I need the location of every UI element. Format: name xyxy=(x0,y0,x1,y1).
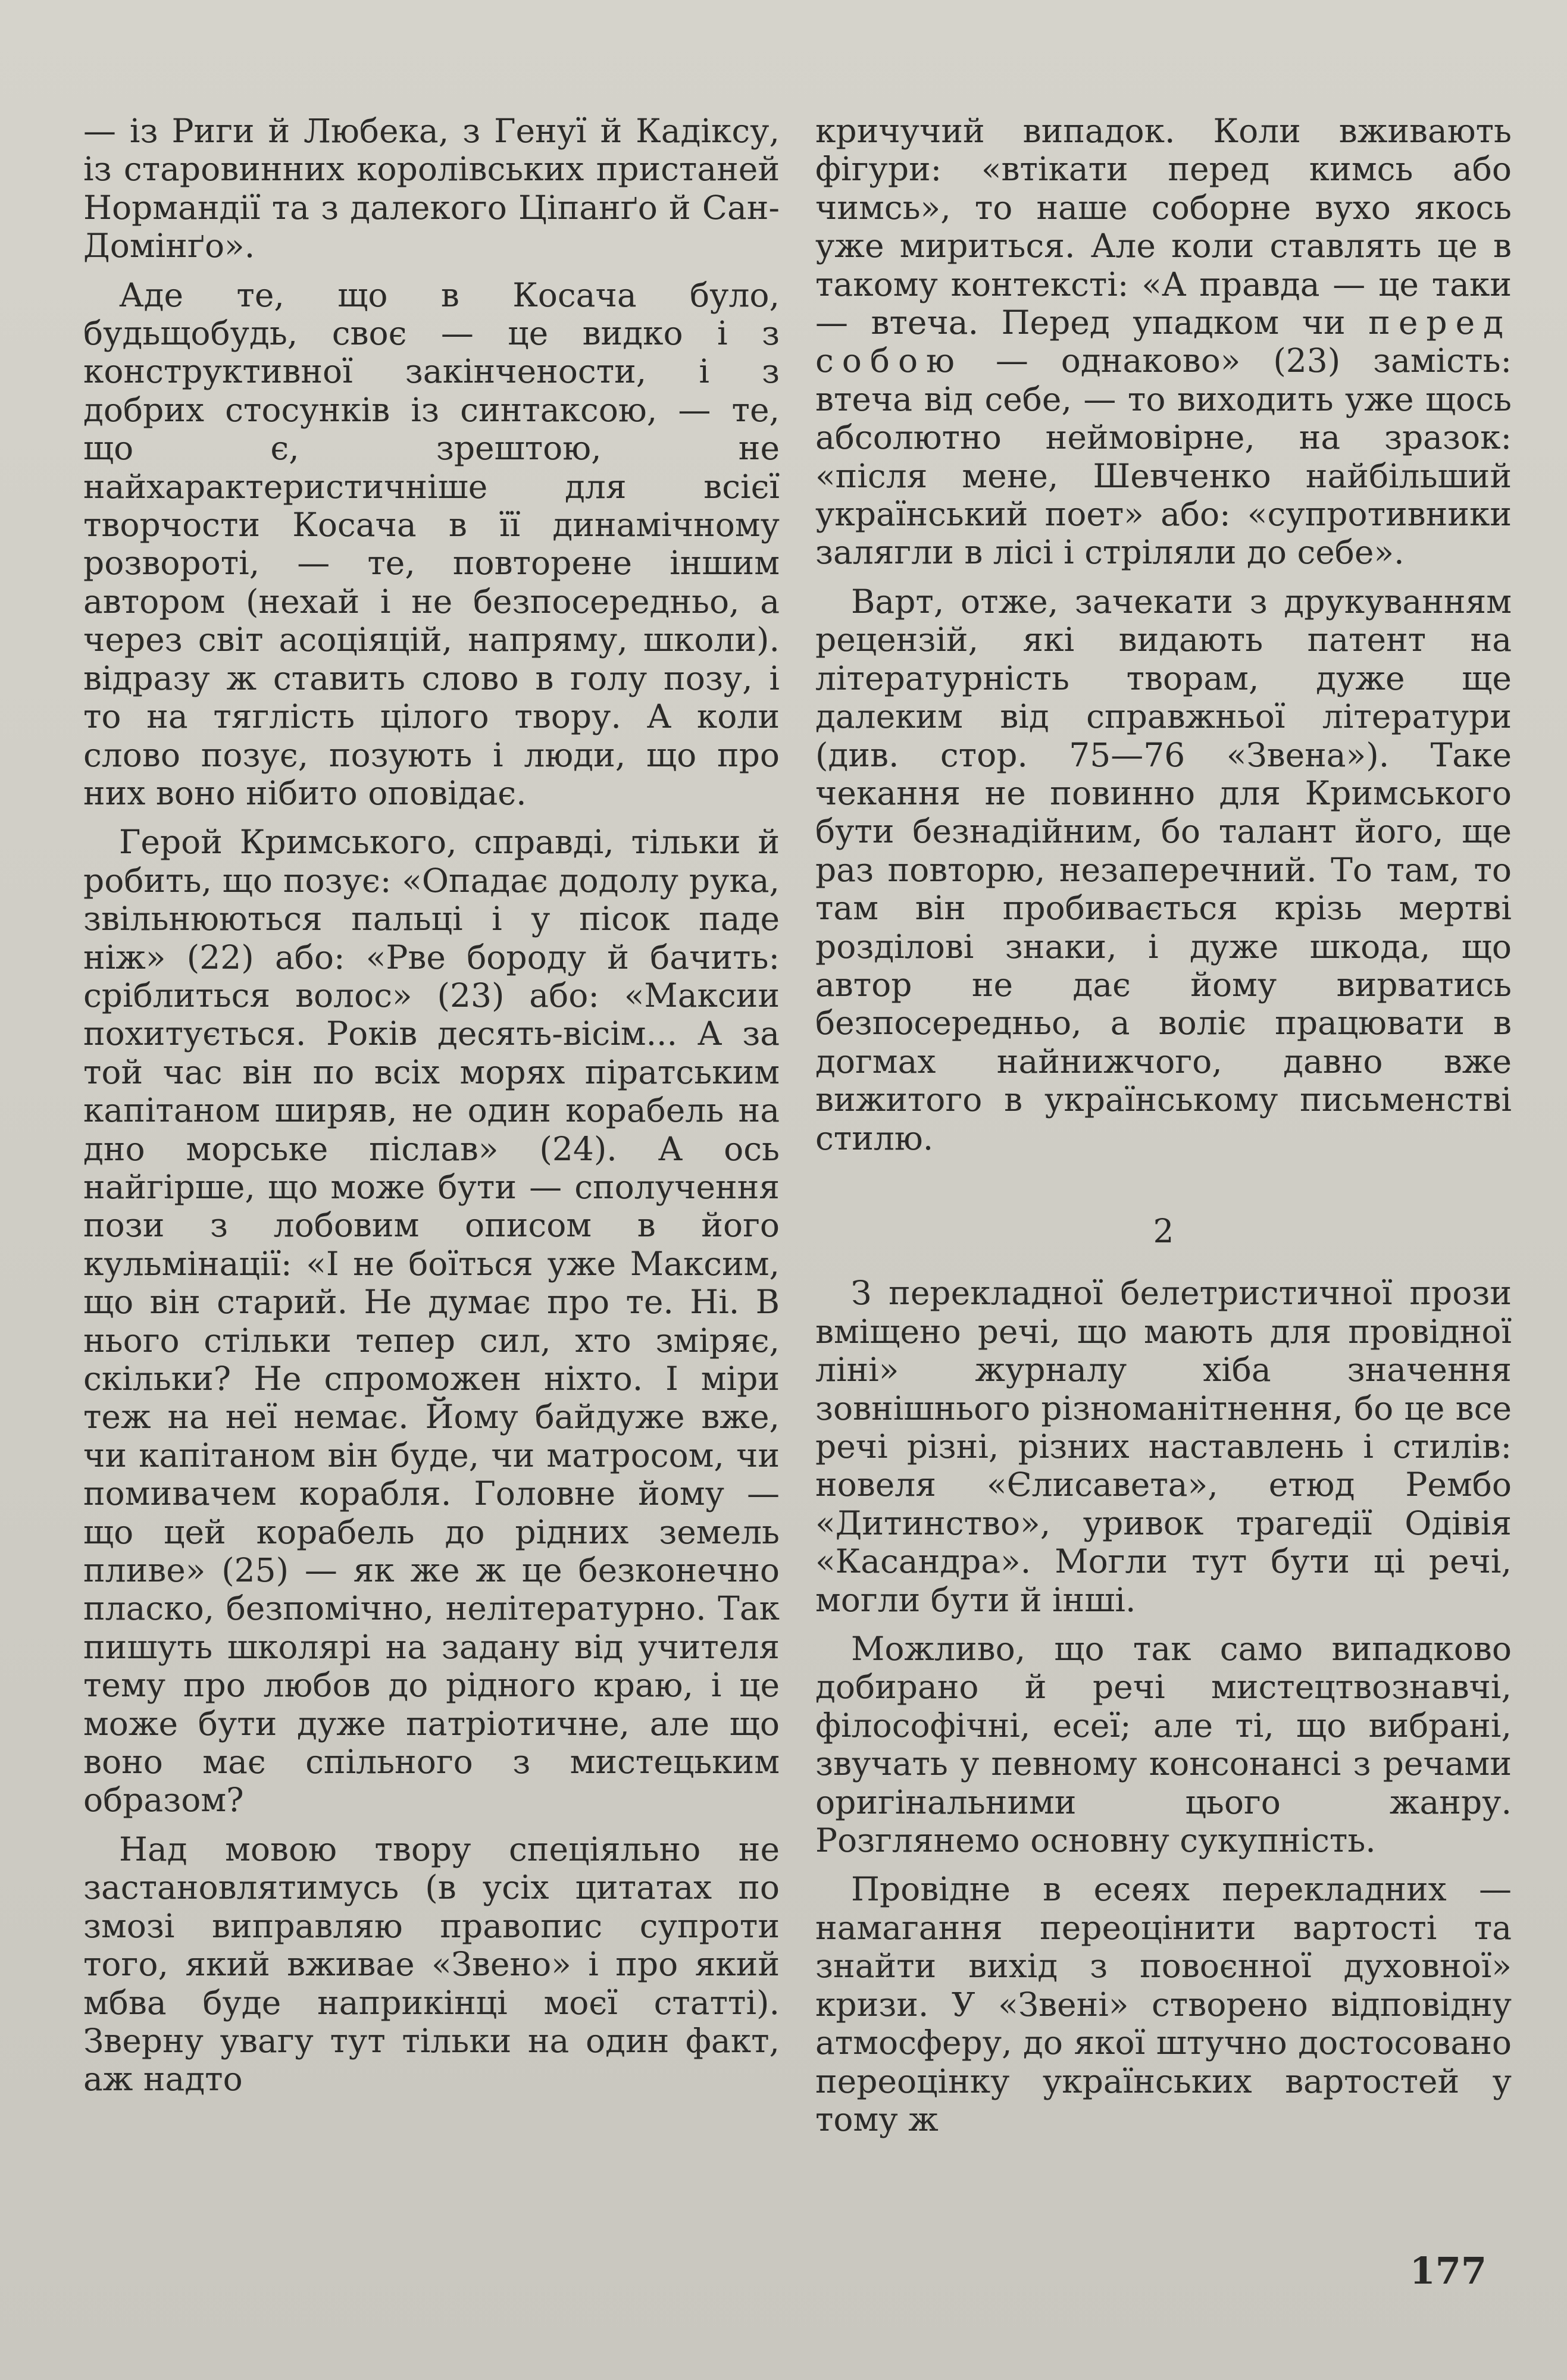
section-number: 2 xyxy=(1153,1211,1174,1250)
right-column xyxy=(815,112,1512,2149)
paragraph: З перекладної белетристичної прози вміщено речі, що мають для провідної ліні» журналу хіба значення зовнішнього різноманітнення, бо це все речі різні, різних наставлень і стилів: новеля «Єлисавета», етюд Рембо «Дитинство», уривок трагедії Одівія «Касандра». Могли тут бути ці речі, могли бути й інші. xyxy=(815,1274,1512,1619)
text-run: — однаково» (23) замість: втеча від себе, — то виходить уже щось абсолютно неймовірне, на зразок: «після мене, Шевченко найбільший український поет» або: «супротивники залягли в лісі і стріляли до себе». xyxy=(815,342,1512,572)
paragraph: — із Риги й Любека, з Генуї й Кадіксу, із старовинних королівських пристаней Нормандії та з далекого Ціпанґо й Сан-Домінґо». xyxy=(83,112,780,265)
paragraph: Можливо, що так само випадково добирано й речі мистецтвознавчі, філософічні, есеї; але ті, що вибрані, звучать у певному консонансі з речами оригінальними цього жанру. Розглянемо основну сукупність. xyxy=(815,1630,1512,1860)
paragraph: Провідне в есеях перекладних — намагання переоцінити вартості та знайти вихід з повоєнної духовної» кризи. У «Звені» створено відповідну атмосферу, до якої штучно достосовано переоцінку українських вартостей у тому ж xyxy=(815,1870,1512,2138)
paragraph: Герой Кримського, справді, тільки й робить, що позує: «Опадає додолу рука, звільнюються пальці і у пісок паде ніж» (22) або: «Рве бороду й бачить: сріблиться волос» (23) або: «Максии похитується. Років десять-вісім... А за той час він по всіх морях піратським капітаном ширяв, не один корабель на дно морське післав» (24). А ось найгірше, що може бути — сполучення пози з лобовим описом в його кульмінації: «І не боїться уже Максим, що він старий. Не думає про те. Ні. В нього стільки тепер сил, хто зміряє, скільки? Не спроможен ніхто. І міри теж на неї немає. Йому байдуже вже, чи капітаном він буде, чи матросом, чи помивачем корабля. Головне йому — що цей корабель до рідних земель пливе» (25) — як же ж це безконечно пласко, безпомічно, нелітературно. Так пишуть школярі на задану від учителя тему про любов до рідного краю, і це може бути дуже патріотичне, але що воно має спільного з мистецьким образом? xyxy=(83,823,780,1820)
text-run: кричучий випадок. Коли вживають фігури: «втікати перед кимсь або чимсь», то наше соборне вухо якось уже мириться. Але коли ставлять це в такому контексті: «А правда — це таки — втеча. Перед упадком чи xyxy=(815,112,1512,342)
paragraph: Над мовою твору спеціяльно не застановлятимусь (в усіх цитатах по змозі виправляю правопис супроти того, який вживае «Звено» і про який мбва буде наприкінці моєї статті). Зверну увагу тут тільки на один факт, аж надто xyxy=(83,1830,780,2099)
left-column xyxy=(83,112,780,2109)
paragraph: Аде те, що в Косача було, будьщобудь, своє — це видко і з конструктивної закінчености, і з добрих стосунків із синтаксою, — те, що є, зрештою, не найхарактеристичніше для всієї творчости Косача в її динамічному розвороті, — те, повторене іншим автором (нехай і не безпосередньо, а через світ асоціяцій, напряму, школи). відразу ж ставить слово в голу позу, і то на тяглість цілого твору. А коли слово позує, позують і люди, що про них воно нібито оповідає. xyxy=(83,275,780,812)
paragraph: Варт, отже, зачекати з друкуванням рецензій, які видають патент на літературність творам, дуже ще далеким від справжньої літератури (див. стор. 75—76 «Звена»). Таке чекання не повинно для Кримського бути безнадійним, бо талант його, ще раз повторю, незаперечний. То там, то там він пробивається крізь мертві розділові знаки, і дуже шкода, що автор не дає йому вирватись безпосередньо, а воліє працювати в догмах найнижчого, давно вже вижитого в українському письменстві стилю. xyxy=(815,582,1512,1157)
spaced-emphasis: перед собою xyxy=(815,303,1512,380)
paragraph xyxy=(815,112,1512,572)
page-number: 177 xyxy=(1409,2249,1487,2293)
